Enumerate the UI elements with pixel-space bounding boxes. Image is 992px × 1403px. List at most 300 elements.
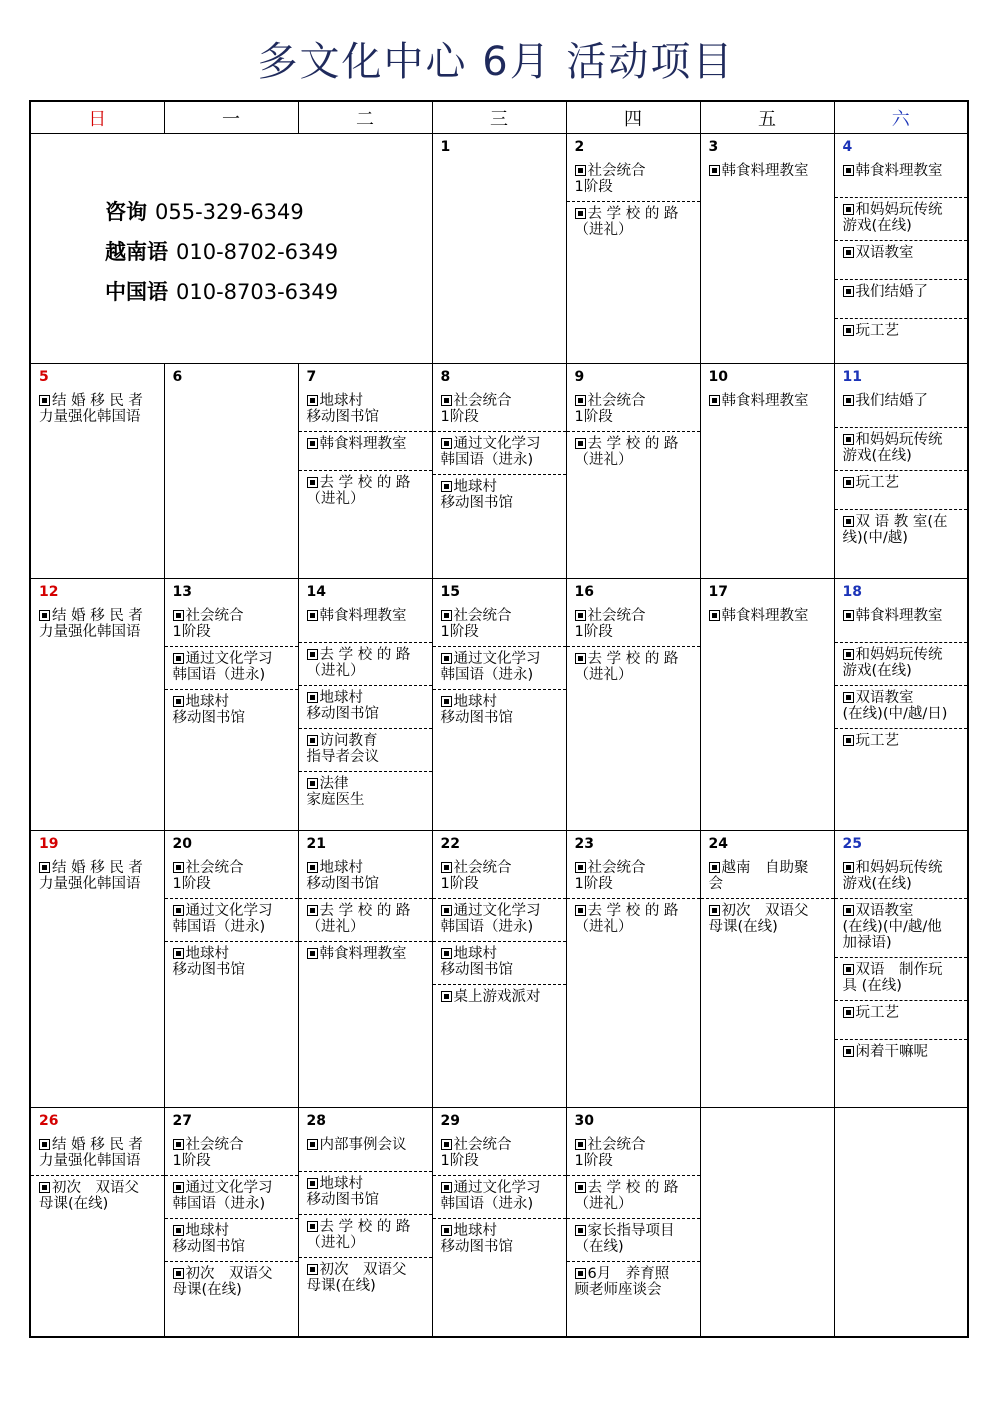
event-label: 6月 养育照 顾老师座谈会 — [574, 1266, 670, 1298]
event-label: 双语教室 — [855, 245, 914, 261]
day-number: 18 — [842, 584, 862, 600]
event-item — [835, 389, 968, 428]
event-item — [567, 856, 700, 899]
event-label: 桌上游戏派对 — [453, 989, 541, 1005]
day-cell — [700, 134, 834, 364]
event-item — [299, 604, 432, 643]
checkbox-bullet-icon — [307, 438, 318, 449]
event-item — [165, 856, 298, 899]
checkbox-bullet-icon — [709, 395, 720, 406]
checkbox-bullet-icon — [307, 778, 318, 789]
day-cell — [834, 831, 968, 1108]
event-item — [165, 899, 298, 942]
calendar-table — [29, 100, 969, 1338]
checkbox-bullet-icon — [843, 247, 854, 258]
event-label: 地球村 移动图书馆 — [306, 1176, 379, 1208]
day-number: 9 — [574, 369, 585, 385]
checkbox-bullet-icon — [173, 1139, 184, 1150]
event-item — [835, 643, 968, 686]
checkbox-bullet-icon — [441, 862, 452, 873]
event-item — [165, 690, 298, 732]
checkbox-bullet-icon — [441, 1182, 452, 1193]
day-cell — [432, 831, 566, 1108]
checkbox-bullet-icon — [843, 165, 854, 176]
event-label: 通过文化学习 韩国语（进永) — [172, 651, 273, 683]
checkbox-bullet-icon — [575, 395, 586, 406]
checkbox-bullet-icon — [843, 1046, 854, 1057]
checkbox-bullet-icon — [441, 610, 452, 621]
day-cell — [298, 579, 432, 831]
event-label: 社会统合 1阶段 — [440, 1137, 512, 1169]
event-label: 玩工艺 — [855, 323, 899, 339]
event-item — [701, 899, 834, 941]
day-cell — [164, 364, 298, 579]
event-item — [299, 389, 432, 432]
day-cell — [30, 831, 164, 1108]
weekday-monday: 一 — [164, 101, 298, 134]
day-cell — [834, 134, 968, 364]
day-number: 20 — [172, 836, 192, 852]
checkbox-bullet-icon — [843, 204, 854, 215]
day-number: 28 — [306, 1113, 326, 1129]
event-item — [835, 471, 968, 510]
event-label: 地球村 移动图书馆 — [172, 946, 245, 978]
event-item — [567, 389, 700, 432]
checkbox-bullet-icon — [843, 434, 854, 445]
day-number: 14 — [306, 584, 326, 600]
week-row — [30, 831, 968, 1108]
event-label: 地球村 移动图书馆 — [440, 694, 513, 726]
day-cell — [566, 579, 700, 831]
event-label: 双语教室 (在线)(中/越/日) — [842, 690, 948, 722]
event-label: 双语教室 (在线)(中/越/他 加禄语) — [842, 903, 942, 951]
event-label: 地球村 移动图书馆 — [172, 694, 245, 726]
day-number: 2 — [574, 139, 585, 155]
checkbox-bullet-icon — [173, 1268, 184, 1279]
event-label: 法律 家庭医生 — [306, 776, 365, 808]
day-number: 27 — [172, 1113, 192, 1129]
event-item — [567, 1219, 700, 1262]
day-cell — [566, 1108, 700, 1337]
event-label: 韩食料理教室 — [721, 608, 809, 624]
day-number: 24 — [708, 836, 728, 852]
event-label: 玩工艺 — [855, 733, 899, 749]
event-label: 地球村 移动图书馆 — [440, 946, 513, 978]
event-item — [567, 1262, 700, 1304]
checkbox-bullet-icon — [441, 481, 452, 492]
checkbox-bullet-icon — [709, 905, 720, 916]
event-label: 社会统合 1阶段 — [574, 608, 646, 640]
event-item — [567, 202, 700, 244]
weekday-saturday: 六 — [834, 101, 968, 134]
event-label: 越南 自助聚 会 — [708, 860, 809, 892]
day-cell — [834, 1108, 968, 1337]
event-label: 社会统合 1阶段 — [172, 860, 244, 892]
checkbox-bullet-icon — [307, 395, 318, 406]
event-item — [835, 198, 968, 241]
day-number: 29 — [440, 1113, 460, 1129]
checkbox-bullet-icon — [843, 610, 854, 621]
event-label: 社会统合 1阶段 — [440, 860, 512, 892]
day-cell — [700, 364, 834, 579]
event-label: 社会统合 1阶段 — [172, 1137, 244, 1169]
day-cell — [834, 364, 968, 579]
checkbox-bullet-icon — [843, 735, 854, 746]
event-label: 玩工艺 — [855, 475, 899, 491]
event-item — [299, 1133, 432, 1172]
event-label: 韩食料理教室 — [319, 946, 407, 962]
checkbox-bullet-icon — [843, 964, 854, 975]
contact-line — [105, 192, 432, 232]
event-item — [433, 899, 566, 942]
day-cell — [566, 364, 700, 579]
day-number: 5 — [39, 369, 49, 385]
event-label: 地球村 移动图书馆 — [306, 393, 379, 425]
event-item — [835, 729, 968, 767]
event-item — [299, 772, 432, 814]
event-item — [165, 1133, 298, 1176]
event-item — [299, 1258, 432, 1300]
contact-line — [105, 232, 432, 272]
event-label: 访问教育 指导者会议 — [306, 733, 379, 765]
contact-number: 055-329-6349 — [155, 200, 304, 224]
checkbox-bullet-icon — [843, 862, 854, 873]
day-cell — [164, 579, 298, 831]
event-item — [835, 856, 968, 899]
day-cell — [700, 579, 834, 831]
checkbox-bullet-icon — [39, 395, 50, 406]
checkbox-bullet-icon — [39, 1139, 50, 1150]
event-item — [835, 428, 968, 471]
event-item — [701, 159, 834, 197]
day-cell — [432, 364, 566, 579]
event-item — [433, 604, 566, 647]
day-cell — [566, 831, 700, 1108]
event-label: 结 婚 移 民 者 力量强化韩国语 — [39, 860, 143, 892]
checkbox-bullet-icon — [843, 325, 854, 336]
checkbox-bullet-icon — [307, 692, 318, 703]
checkbox-bullet-icon — [575, 1225, 586, 1236]
event-label: 社会统合 1阶段 — [440, 608, 512, 640]
event-item — [835, 510, 968, 552]
day-number: 3 — [708, 139, 719, 155]
event-item — [433, 856, 566, 899]
checkbox-bullet-icon — [173, 862, 184, 873]
event-item — [165, 942, 298, 984]
event-label: 通过文化学习 韩国语（进永) — [440, 903, 541, 935]
event-item — [165, 1262, 298, 1304]
event-label: 初次 双语父 母课(在线) — [306, 1262, 407, 1294]
event-label: 韩食料理教室 — [319, 436, 407, 452]
checkbox-bullet-icon — [307, 905, 318, 916]
checkbox-bullet-icon — [441, 696, 452, 707]
weekday-sunday: 日 — [30, 101, 164, 134]
event-label: 社会统合 1阶段 — [440, 393, 512, 425]
event-item — [433, 1133, 566, 1176]
event-label: 去 学 校 的 路 （进礼） — [574, 651, 679, 683]
event-item — [835, 241, 968, 280]
checkbox-bullet-icon — [575, 653, 586, 664]
event-item — [299, 1215, 432, 1258]
checkbox-bullet-icon — [575, 1268, 586, 1279]
weekday-tuesday: 二 — [298, 101, 432, 134]
event-item — [835, 159, 968, 198]
checkbox-bullet-icon — [173, 905, 184, 916]
event-label: 结 婚 移 民 者 力量强化韩国语 — [39, 608, 143, 640]
day-number — [835, 1108, 968, 1133]
contact-label: 中国语 — [105, 280, 168, 304]
checkbox-bullet-icon — [307, 948, 318, 959]
event-label: 去 学 校 的 路 （进礼） — [574, 903, 679, 935]
event-item — [299, 686, 432, 729]
event-label: 初次 双语父 母课(在线) — [39, 1180, 139, 1212]
event-item — [165, 1176, 298, 1219]
day-number: 17 — [708, 584, 728, 600]
day-cell — [834, 579, 968, 831]
event-label: 双语 制作玩 具 (在线) — [842, 962, 943, 994]
event-label: 韩食料理教室 — [855, 608, 943, 624]
checkbox-bullet-icon — [173, 1182, 184, 1193]
event-label: 和妈妈玩传统 游戏(在线) — [842, 647, 943, 679]
day-number: 10 — [708, 369, 728, 385]
page-title: 多文化中心 6月 活动项目 — [257, 39, 735, 85]
checkbox-bullet-icon — [307, 735, 318, 746]
checkbox-bullet-icon — [39, 610, 50, 621]
weekday-header-row — [30, 101, 968, 134]
event-item — [567, 432, 700, 474]
event-item — [433, 942, 566, 985]
day-cell — [700, 831, 834, 1108]
day-number: 12 — [39, 584, 59, 600]
checkbox-bullet-icon — [307, 649, 318, 660]
day-number: 8 — [440, 369, 451, 385]
checkbox-bullet-icon — [441, 1225, 452, 1236]
day-number: 26 — [39, 1113, 59, 1129]
checkbox-bullet-icon — [843, 649, 854, 660]
event-label: 韩食料理教室 — [855, 163, 943, 179]
event-item — [567, 1133, 700, 1176]
weekday-friday: 五 — [700, 101, 834, 134]
event-label: 韩食料理教室 — [721, 393, 809, 409]
event-label: 社会统合 1阶段 — [574, 393, 646, 425]
day-cell — [432, 134, 566, 364]
checkbox-bullet-icon — [441, 991, 452, 1002]
day-cell — [566, 134, 700, 364]
checkbox-bullet-icon — [307, 1221, 318, 1232]
checkbox-bullet-icon — [307, 477, 318, 488]
event-label: 通过文化学习 韩国语（进永) — [172, 1180, 273, 1212]
day-number: 7 — [306, 369, 317, 385]
checkbox-bullet-icon — [39, 862, 50, 873]
event-label: 通过文化学习 韩国语（进永) — [440, 1180, 541, 1212]
checkbox-bullet-icon — [307, 610, 318, 621]
event-item — [165, 647, 298, 690]
event-item — [701, 389, 834, 427]
event-item — [835, 1040, 968, 1078]
day-number — [701, 1108, 834, 1133]
day-number: 15 — [440, 584, 460, 600]
day-number: 4 — [842, 139, 853, 155]
event-item — [299, 643, 432, 686]
event-item — [299, 471, 432, 513]
event-label: 结 婚 移 民 者 力量强化韩国语 — [39, 1137, 143, 1169]
event-item — [165, 604, 298, 647]
event-label: 地球村 移动图书馆 — [306, 690, 379, 722]
event-item — [299, 899, 432, 942]
checkbox-bullet-icon — [39, 1182, 50, 1193]
day-cell — [164, 1108, 298, 1337]
week-row — [30, 579, 968, 831]
event-label: 和妈妈玩传统 游戏(在线) — [842, 202, 943, 234]
event-label: 内部事例会议 — [319, 1137, 407, 1153]
checkbox-bullet-icon — [173, 948, 184, 959]
weekday-thursday: 四 — [566, 101, 700, 134]
event-item — [701, 856, 834, 899]
event-item — [835, 958, 968, 1001]
week-row — [30, 364, 968, 579]
day-cell — [432, 1108, 566, 1337]
event-label: 社会统合 1阶段 — [574, 1137, 646, 1169]
event-item — [567, 899, 700, 941]
checkbox-bullet-icon — [441, 653, 452, 664]
checkbox-bullet-icon — [307, 1139, 318, 1150]
event-item — [433, 985, 566, 1023]
event-label: 韩食料理教室 — [319, 608, 407, 624]
event-label: 家长指导项目 （在线) — [574, 1223, 675, 1255]
event-item — [299, 942, 432, 980]
day-cell — [432, 579, 566, 831]
event-label: 地球村 移动图书馆 — [172, 1223, 245, 1255]
event-label: 去 学 校 的 路 （进礼） — [574, 1180, 679, 1212]
day-number: 16 — [574, 584, 594, 600]
day-cell — [700, 1108, 834, 1337]
event-label: 通过文化学习 韩国语（进永) — [440, 436, 541, 468]
weekday-wednesday: 三 — [432, 101, 566, 134]
contact-info — [31, 134, 432, 312]
checkbox-bullet-icon — [575, 165, 586, 176]
event-label: 通过文化学习 韩国语（进永) — [440, 651, 541, 683]
event-label: 去 学 校 的 路 （进礼） — [574, 436, 679, 468]
checkbox-bullet-icon — [709, 862, 720, 873]
event-item — [433, 1176, 566, 1219]
event-item — [701, 604, 834, 642]
event-label: 初次 双语父 母课(在线) — [708, 903, 809, 935]
event-label: 去 学 校 的 路 （进礼） — [306, 647, 411, 679]
contact-info-cell — [30, 134, 432, 364]
checkbox-bullet-icon — [307, 1178, 318, 1189]
event-label: 地球村 移动图书馆 — [440, 479, 513, 511]
day-number: 21 — [306, 836, 326, 852]
event-label: 我们结婚了 — [855, 284, 928, 300]
event-label: 地球村 移动图书馆 — [440, 1223, 513, 1255]
day-number: 11 — [842, 369, 862, 385]
checkbox-bullet-icon — [843, 692, 854, 703]
event-label: 去 学 校 的 路 （进礼） — [306, 475, 411, 507]
event-label: 双 语 教 室(在 线)(中/越) — [842, 514, 948, 546]
event-item — [835, 1001, 968, 1040]
checkbox-bullet-icon — [575, 610, 586, 621]
checkbox-bullet-icon — [709, 165, 720, 176]
event-item — [835, 319, 968, 357]
day-number: 19 — [39, 836, 59, 852]
event-item — [835, 899, 968, 958]
day-cell — [30, 1108, 164, 1337]
event-item — [433, 475, 566, 517]
event-item — [835, 280, 968, 319]
day-cell — [298, 831, 432, 1108]
checkbox-bullet-icon — [575, 1139, 586, 1150]
event-item — [299, 729, 432, 772]
checkbox-bullet-icon — [441, 948, 452, 959]
day-number: 1 — [440, 139, 451, 155]
checkbox-bullet-icon — [307, 862, 318, 873]
checkbox-bullet-icon — [575, 208, 586, 219]
event-label: 去 学 校 的 路 （进礼） — [306, 903, 411, 935]
checkbox-bullet-icon — [575, 438, 586, 449]
event-label: 社会统合 1阶段 — [172, 608, 244, 640]
event-label: 我们结婚了 — [855, 393, 928, 409]
event-item — [433, 432, 566, 475]
event-item — [299, 856, 432, 899]
event-label: 去 学 校 的 路 （进礼） — [306, 1219, 411, 1251]
day-number: 6 — [172, 369, 183, 385]
checkbox-bullet-icon — [441, 1139, 452, 1150]
day-cell — [30, 579, 164, 831]
event-item — [31, 389, 164, 431]
checkbox-bullet-icon — [173, 653, 184, 664]
event-item — [567, 647, 700, 689]
checkbox-bullet-icon — [843, 516, 854, 527]
day-cell — [30, 364, 164, 579]
event-item — [835, 604, 968, 643]
event-item — [165, 1219, 298, 1262]
day-cell — [164, 831, 298, 1108]
checkbox-bullet-icon — [441, 395, 452, 406]
event-label: 通过文化学习 韩国语（进永) — [172, 903, 273, 935]
checkbox-bullet-icon — [843, 477, 854, 488]
event-item — [567, 1176, 700, 1219]
checkbox-bullet-icon — [843, 286, 854, 297]
event-item — [299, 1172, 432, 1215]
event-item — [433, 690, 566, 732]
contact-number: 010-8703-6349 — [176, 280, 339, 304]
checkbox-bullet-icon — [843, 395, 854, 406]
event-label: 初次 双语父 母课(在线) — [172, 1266, 273, 1298]
event-label: 韩食料理教室 — [721, 163, 809, 179]
day-number: 30 — [574, 1113, 594, 1129]
event-item — [433, 389, 566, 432]
checkbox-bullet-icon — [173, 696, 184, 707]
event-item — [433, 647, 566, 690]
event-item — [31, 1133, 164, 1176]
contact-line — [105, 272, 432, 312]
week-row — [30, 134, 968, 364]
day-number: 23 — [574, 836, 594, 852]
day-number: 25 — [842, 836, 862, 852]
event-item — [31, 604, 164, 646]
event-label: 玩工艺 — [855, 1005, 899, 1021]
event-label: 去 学 校 的 路 （进礼） — [574, 206, 679, 238]
checkbox-bullet-icon — [307, 1264, 318, 1275]
event-item — [835, 686, 968, 729]
event-label: 地球村 移动图书馆 — [306, 860, 379, 892]
day-number: 13 — [172, 584, 192, 600]
day-number: 22 — [440, 836, 460, 852]
week-row — [30, 1108, 968, 1337]
checkbox-bullet-icon — [843, 905, 854, 916]
contact-label: 越南语 — [105, 240, 168, 264]
event-item — [299, 432, 432, 471]
